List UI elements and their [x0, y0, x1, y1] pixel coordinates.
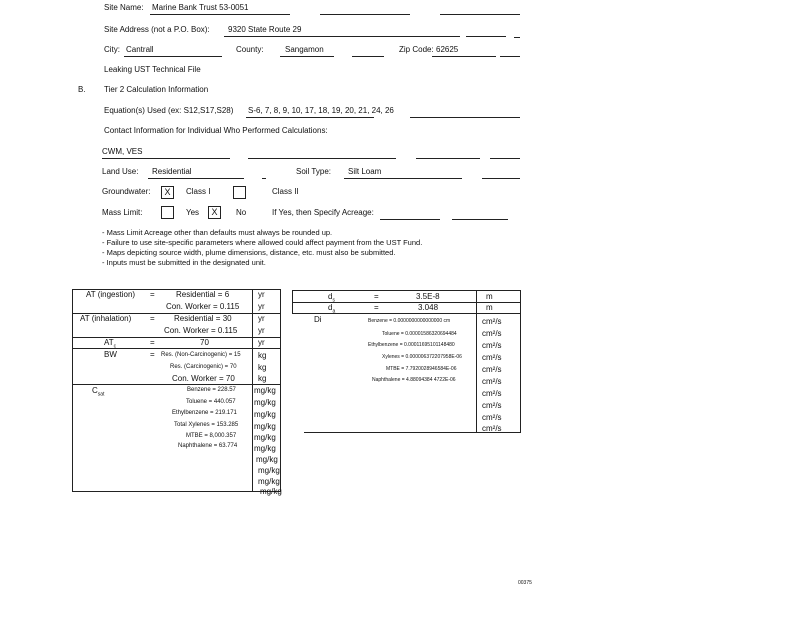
note-1: - Mass Limit Acreage other than defaults must always be rounded up. — [102, 228, 333, 237]
at-inhalation-label: AT (inhalation) — [80, 314, 132, 323]
unit: mg/kg — [258, 477, 280, 486]
rule — [514, 37, 520, 38]
rule — [246, 117, 374, 118]
land-use-label: Land Use: — [102, 167, 139, 176]
mass-yes-checkbox[interactable] — [161, 206, 174, 219]
at-inhalation-res: Residential = 30 — [174, 314, 232, 323]
at-ingestion-label: AT (ingestion) — [86, 290, 136, 299]
site-name-label: Site Name: — [104, 3, 144, 12]
di-label: Di — [314, 315, 322, 324]
ds-value: 3.5E-8 — [416, 292, 440, 301]
rule — [352, 56, 384, 57]
eq: = — [150, 338, 155, 347]
di-naphthalene: Naphthalene = 4.88094384 4722E-06 — [372, 377, 456, 383]
da-value: 3.048 — [418, 303, 439, 312]
unit: cm²/s — [482, 377, 502, 386]
equations-value: S-6, 7, 8, 9, 10, 17, 18, 19, 20, 21, 24, 26 — [248, 106, 394, 115]
city-label: City: — [104, 45, 120, 54]
site-address-value: 9320 State Route 29 — [228, 25, 302, 34]
rule — [262, 178, 266, 179]
unit: mg/kg — [254, 410, 276, 419]
page-number: 00375 — [518, 580, 532, 586]
unit: cm²/s — [482, 401, 502, 410]
soil-type-value: Silt Loam — [348, 167, 382, 176]
mass-limit-label: Mass Limit: — [102, 208, 143, 217]
unit: cm²/s — [482, 329, 502, 338]
county-value: Sangamon — [285, 45, 324, 54]
zip-label: Zip Code: — [399, 45, 434, 54]
rule — [440, 14, 520, 15]
unit: mg/kg — [254, 444, 276, 453]
unit: cm²/s — [482, 341, 502, 350]
unit: cm²/s — [482, 424, 502, 433]
rule — [224, 36, 460, 37]
rule — [452, 219, 508, 220]
ds-label: $d_s$ — [328, 292, 335, 304]
unit: mg/kg — [254, 422, 276, 431]
da-label: $d_a$ — [328, 303, 336, 315]
rule — [432, 56, 496, 57]
unit: cm²/s — [482, 317, 502, 326]
rule — [320, 14, 410, 15]
section-letter: B. — [78, 85, 86, 94]
at-ingestion-res: Residential = 6 — [176, 290, 230, 299]
unit: m — [486, 303, 493, 312]
unit: cm²/s — [482, 413, 502, 422]
city-value: Cantrall — [126, 45, 154, 54]
unit: cm²/s — [482, 353, 502, 362]
leaking-ust-label: Leaking UST Technical File — [104, 65, 201, 74]
unit: kg — [258, 374, 267, 383]
gw-class2-checkbox[interactable] — [233, 186, 246, 199]
rule — [248, 158, 396, 159]
eq: = — [150, 350, 155, 359]
unit: yr — [258, 338, 265, 347]
eq: = — [150, 314, 155, 323]
contact-value: CWM, VES — [102, 147, 143, 156]
csat-xylenes: Total Xylenes = 153.285 — [174, 422, 239, 428]
di-xylenes: Xylenes = 0.000006372207958E-06 — [382, 354, 462, 360]
rule — [102, 158, 230, 159]
unit: kg — [258, 351, 267, 360]
rule — [410, 117, 520, 118]
eq: = — [150, 290, 155, 299]
unit: mg/kg — [254, 398, 276, 407]
unit: mg/kg — [256, 455, 278, 464]
gw-class2-label: Class II — [272, 187, 299, 196]
unit: kg — [258, 363, 267, 372]
unit: yr — [258, 326, 265, 335]
rule — [482, 178, 520, 179]
unit: yr — [258, 314, 265, 323]
unit: mg/kg — [254, 386, 276, 395]
bw-label: BW — [104, 350, 117, 359]
unit: yr — [258, 290, 265, 299]
contact-label: Contact Information for Individual Who Performed Calculations: — [104, 126, 328, 135]
rule — [500, 56, 520, 57]
di-benzene: Benzene = 0.0000000000000000 cm — [368, 318, 451, 324]
rule — [148, 178, 244, 179]
unit: cm²/s — [482, 389, 502, 398]
rule — [280, 56, 334, 57]
county-label: County: — [236, 45, 264, 54]
rule — [344, 178, 462, 179]
unit: yr — [258, 302, 265, 311]
di-ethylbenzene: Ethylbenzene = 0.00011695101148480 — [368, 342, 455, 348]
rule — [416, 158, 480, 159]
csat-label: $C_{sat}$ — [92, 386, 105, 398]
note-3: - Maps depicting source width, plume dimensions, distance, etc. must also be submitted. — [102, 248, 396, 257]
soil-type-label: Soil Type: — [296, 167, 331, 176]
csat-ethylbenzene: Ethylbenzene = 219.171 — [172, 410, 237, 416]
di-toluene: Toluene = 0.00001586320694484 — [382, 331, 457, 337]
csat-naphthalene: Naphthalene = 63.774 — [178, 443, 238, 449]
land-use-value: Residential — [152, 167, 192, 176]
csat-mtbe: MTBE = 8,000.357 — [186, 433, 237, 439]
site-name-value: Marine Bank Trust 53-0051 — [152, 3, 249, 12]
site-address-label: Site Address (not a P.O. Box): — [104, 25, 210, 34]
mass-if-yes-label: If Yes, then Specify Acreage: — [272, 208, 374, 217]
unit: mg/kg — [254, 433, 276, 442]
equations-label: Equation(s) Used (ex: S12,S17,S28) — [104, 106, 234, 115]
section-title: Tier 2 Calculation Information — [104, 85, 209, 94]
unit: m — [486, 292, 493, 301]
at-ingestion-con: Con. Worker = 0.115 — [166, 302, 240, 311]
mass-no-checkbox[interactable]: X — [208, 206, 221, 219]
atc-value: 70 — [200, 338, 209, 347]
gw-class1-label: Class I — [186, 187, 211, 196]
atc-label: $AT_c$ — [104, 338, 117, 350]
gw-class1-checkbox[interactable]: X — [161, 186, 174, 199]
csat-toluene: Toluene = 440.057 — [186, 399, 236, 405]
eq: = — [374, 303, 379, 312]
eq: = — [374, 292, 379, 301]
bw-con: Con. Worker = 70 — [172, 374, 235, 383]
unit: mg/kg — [260, 487, 282, 496]
rule — [490, 158, 520, 159]
rule — [124, 56, 222, 57]
mass-no-label: No — [236, 208, 247, 217]
bw-res: Res. (Non-Carcinogenic) = 15 — [161, 352, 241, 358]
rule — [380, 219, 440, 220]
groundwater-label: Groundwater: — [102, 187, 151, 196]
bw-car: Res. (Carcinogenic) = 70 — [170, 364, 237, 370]
unit: cm²/s — [482, 365, 502, 374]
di-mtbe: MTBE = 7.7920028946584E-06 — [386, 366, 457, 372]
mass-yes-label: Yes — [186, 208, 200, 217]
unit: mg/kg — [258, 466, 280, 475]
rule — [466, 36, 506, 37]
at-inhalation-con: Con. Worker = 0.115 — [164, 326, 238, 335]
note-4: - Inputs must be submitted in the designated unit. — [102, 258, 266, 267]
note-2: - Failure to use site-specific parameters where allowed could affect payment from the UST Fund. — [102, 238, 423, 247]
rule — [150, 14, 290, 15]
csat-benzene: Benzene = 228.57 — [187, 387, 236, 393]
zip-value: 62625 — [436, 45, 459, 54]
